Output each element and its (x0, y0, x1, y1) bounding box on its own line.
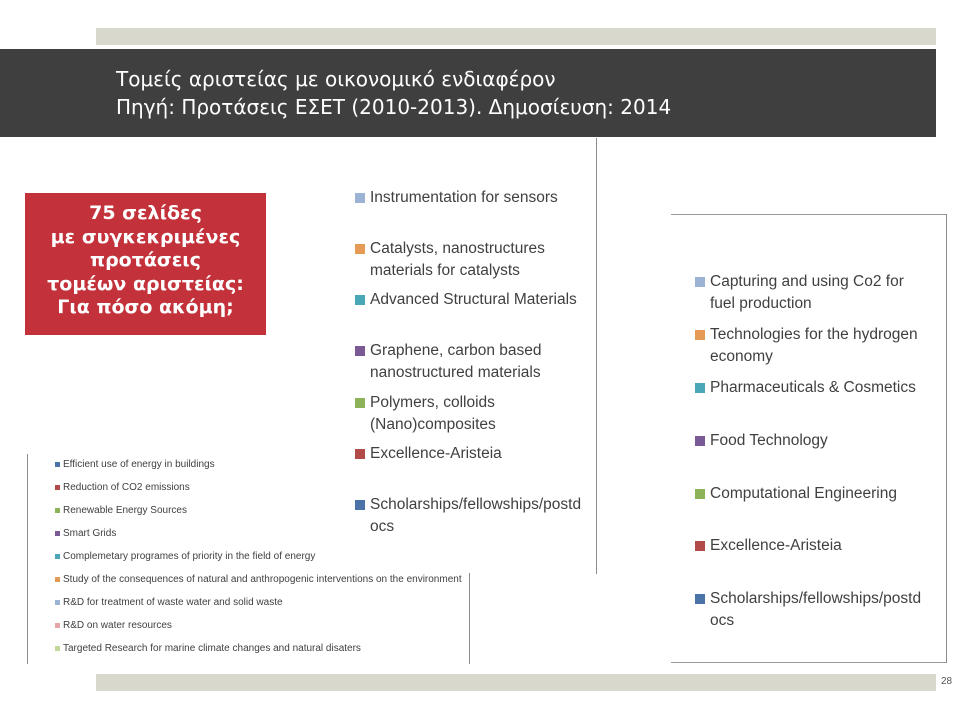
legend-swatch (55, 531, 60, 536)
legend-swatch (55, 646, 60, 651)
legend-swatch (55, 508, 60, 513)
legend-swatch (355, 500, 365, 510)
legend-label: Graphene, carbon based nanostructured materials (370, 342, 542, 381)
legend-label: Catalysts, nanostructures materials for catalysts (370, 240, 545, 279)
legend-label: Excellence-Aristeia (370, 445, 502, 462)
top-accent-band (96, 28, 936, 45)
legend-label: Efficient use of energy in buildings (63, 459, 215, 470)
callout-line: τομέων αριστείας: (47, 272, 244, 295)
legend-label: Food Technology (710, 432, 828, 449)
legend-label: Reduction of CO2 emissions (63, 482, 190, 493)
chart-divider-left (27, 454, 28, 664)
legend-swatch (55, 577, 60, 582)
slide-header (0, 49, 936, 137)
legend-swatch (55, 600, 60, 605)
legend-label: Scholarships/fellowships/postd ocs (710, 590, 922, 629)
legend-label: Excellence-Aristeia (710, 537, 842, 554)
chart-divider-right-bottom (671, 662, 947, 663)
legend-label: Technologies for the hydrogen economy (710, 326, 918, 365)
legend-label: Advanced Structural Materials (370, 291, 577, 308)
legend-swatch (695, 330, 705, 340)
legend-label: Targeted Research for marine climate changes and natural disaters (63, 643, 361, 654)
chart-divider-middle (596, 138, 597, 574)
legend-swatch (55, 554, 60, 559)
legend-label: Renewable Energy Sources (63, 505, 187, 516)
callout-line: με συγκεκριμένες (50, 225, 241, 248)
legend-swatch (55, 462, 60, 467)
legend-swatch (355, 193, 365, 203)
callout-box (25, 193, 266, 335)
legend-label: Polymers, colloids (Nano)composites (370, 394, 496, 433)
legend-swatch (355, 346, 365, 356)
legend-label: R&D for treatment of waste water and solid waste (63, 597, 283, 608)
legend-label: Instrumentation for sensors (370, 189, 558, 206)
legend-swatch (355, 244, 365, 254)
bottom-accent-band (96, 674, 936, 691)
chart-divider-right-edge (946, 214, 947, 663)
callout-line: 75 σελίδες (89, 202, 202, 224)
legend-swatch (695, 277, 705, 287)
legend-swatch (355, 449, 365, 459)
legend-swatch (695, 489, 705, 499)
legend-swatch (695, 541, 705, 551)
callout-line: προτάσεις (90, 249, 201, 271)
legend-label: Pharmaceuticals & Cosmetics (710, 379, 916, 396)
page-number: 28 (941, 676, 953, 687)
chart-divider-left-inner (469, 573, 470, 664)
callout-line: Για πόσο ακόμη; (57, 296, 234, 318)
legend-swatch (355, 295, 365, 305)
legend-label: R&D on water resources (63, 620, 172, 631)
legend-swatch (695, 436, 705, 446)
legend-label: Complemetary programes of priority in the field of energy (63, 551, 316, 562)
slide-subtitle: Πηγή: Προτάσεις ΕΣΕΤ (2010-2013). Δημοσίευση: 2014 (116, 95, 672, 119)
legend-swatch (695, 594, 705, 604)
legend-label: Smart Grids (63, 528, 117, 539)
legend-label: Computational Engineering (710, 485, 897, 502)
legend-swatch (55, 485, 60, 490)
legend-label: Capturing and using Co2 for fuel production (710, 273, 904, 312)
chart-divider-right-top (671, 214, 947, 215)
slide-title: Τομείς αριστείας με οικονομικό ενδιαφέρον (116, 67, 556, 91)
legend-swatch (55, 623, 60, 628)
legend-swatch (355, 398, 365, 408)
legend-swatch (695, 383, 705, 393)
legend-label: Study of the consequences of natural and anthropogenic interventions on the environment (63, 574, 462, 585)
legend-label: Scholarships/fellowships/postd ocs (370, 496, 582, 535)
